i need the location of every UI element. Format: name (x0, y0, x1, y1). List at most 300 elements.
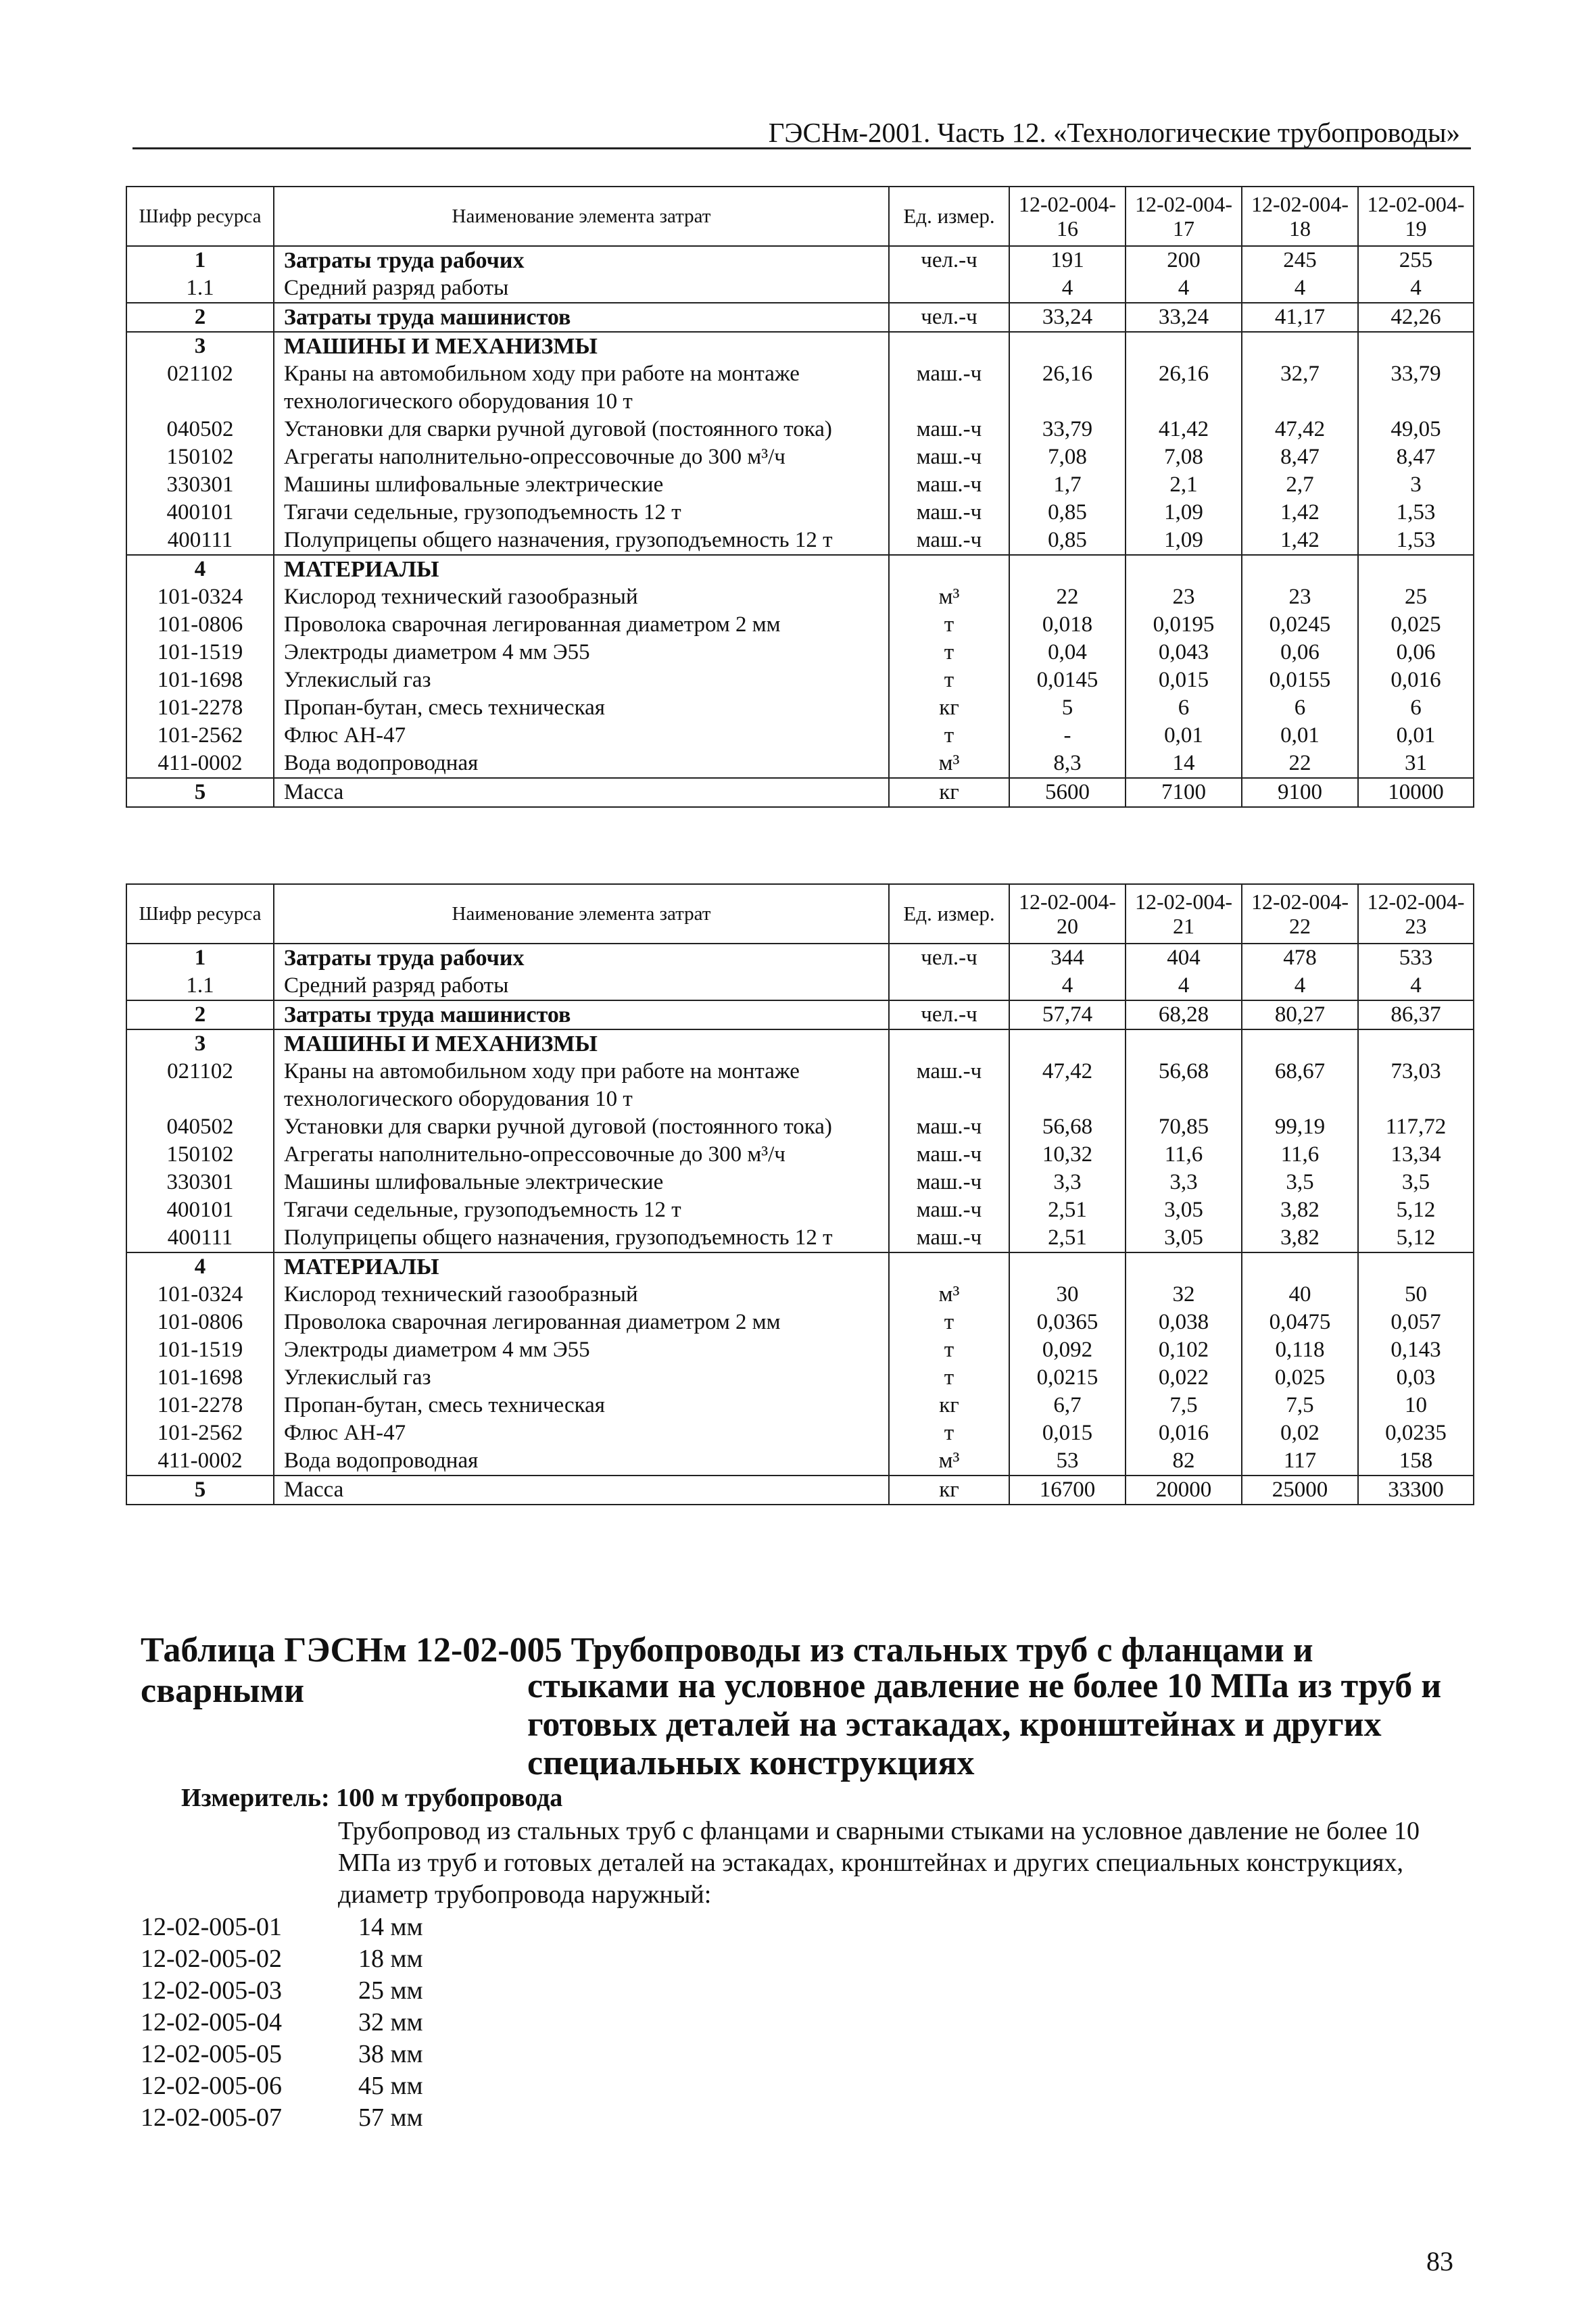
value-cell: 16700 (1009, 1476, 1126, 1505)
cost-element-cell: Затраты труда рабочих (274, 246, 889, 274)
value-cell: 22 (1009, 583, 1126, 611)
value-cell: 6 (1358, 694, 1474, 722)
value-cell: 200 (1126, 246, 1242, 274)
value-cell (1358, 555, 1474, 583)
value-cell: 32,7 (1242, 360, 1358, 416)
value-cell: 0,85 (1009, 527, 1126, 555)
value-cell: 1,53 (1358, 499, 1474, 527)
table-row (126, 1141, 1474, 1169)
header-norm-code: 12-02-004-23 (1358, 884, 1474, 944)
header-norm-code: 12-02-004-17 (1126, 187, 1242, 246)
value-cell: 0,06 (1242, 639, 1358, 666)
value-cell: 30 (1009, 1281, 1126, 1309)
value-cell: 117 (1242, 1447, 1358, 1476)
measure-unit: Измеритель: 100 м трубопровода (181, 1784, 563, 1812)
value-cell: 23 (1126, 583, 1242, 611)
resource-code-cell: 4 (126, 1252, 274, 1281)
norm-item (141, 2007, 423, 2039)
section-title-line1: Таблица ГЭСНм 12-02-005 Трубопроводы из стальных труб с фланцами и сварными (141, 1631, 1313, 1710)
cost-element-cell: Проволока сварочная легированная диаметром 2 мм (274, 611, 889, 639)
value-cell: 68,67 (1242, 1058, 1358, 1113)
value-cell: 4 (1126, 274, 1242, 303)
cost-element-cell: МАШИНЫ И МЕХАНИЗМЫ (274, 1029, 889, 1058)
value-cell: 7,08 (1009, 443, 1126, 471)
value-cell: 57,74 (1009, 1000, 1126, 1029)
norm-item-diameter: 14 мм (358, 1913, 423, 1941)
value-cell: 0,016 (1126, 1419, 1242, 1447)
table-row (126, 1364, 1474, 1392)
table-row (126, 750, 1474, 778)
value-cell: 3 (1358, 471, 1474, 499)
norm-item-diameter: 32 мм (358, 2008, 423, 2037)
resource-code-cell: 1.1 (126, 972, 274, 1000)
norm-item-code: 12-02-005-07 (141, 2103, 282, 2132)
value-cell: 0,022 (1126, 1364, 1242, 1392)
value-cell: 80,27 (1242, 1000, 1358, 1029)
cost-element-cell: Масса (274, 778, 889, 807)
value-cell: 9100 (1242, 778, 1358, 807)
unit-cell: м³ (889, 583, 1009, 611)
table-row (126, 611, 1474, 639)
unit-cell: чел.-ч (889, 1000, 1009, 1029)
value-cell: 42,26 (1358, 303, 1474, 332)
resource-code-cell: 040502 (126, 416, 274, 443)
header-norm-code: 12-02-004-18 (1242, 187, 1358, 246)
value-cell: 0,018 (1009, 611, 1126, 639)
table-row (126, 1392, 1474, 1419)
resource-code-cell: 330301 (126, 471, 274, 499)
value-cell: 41,42 (1126, 416, 1242, 443)
value-cell: 2,51 (1009, 1196, 1126, 1224)
resource-code-cell: 2 (126, 303, 274, 332)
section-description: Трубопровод из стальных труб с фланцами и сварными стыками на условное давление не более 10 МПа из труб и готовых деталей на эстакадах, кронштейнах и других специальных конструкциях, диаметр трубопровода наружный: (338, 1817, 1420, 1909)
resource-table (126, 186, 1474, 808)
table-row (126, 1281, 1474, 1309)
table-row (126, 1169, 1474, 1196)
value-cell (1126, 1252, 1242, 1281)
resource-code-cell: 150102 (126, 1141, 274, 1169)
unit-cell: маш.-ч (889, 1141, 1009, 1169)
value-cell: 23 (1242, 583, 1358, 611)
value-cell: 0,02 (1242, 1419, 1358, 1447)
value-cell: 0,057 (1358, 1309, 1474, 1336)
unit-cell (889, 332, 1009, 360)
value-cell: 0,0145 (1009, 666, 1126, 694)
norm-item-diameter: 57 мм (358, 2103, 423, 2132)
unit-cell: т (889, 1419, 1009, 1447)
value-cell: 47,42 (1242, 416, 1358, 443)
value-cell: 0,0235 (1358, 1419, 1474, 1447)
value-cell: 1,7 (1009, 471, 1126, 499)
cost-element-cell: МАТЕРИАЛЫ (274, 555, 889, 583)
header-norm-code: 12-02-004-21 (1126, 884, 1242, 944)
value-cell: 50 (1358, 1281, 1474, 1309)
value-cell: 99,19 (1242, 1113, 1358, 1141)
resource-code-cell: 040502 (126, 1113, 274, 1141)
cost-element-cell: Кислород технический газообразный (274, 1281, 889, 1309)
table-row (126, 583, 1474, 611)
cost-element-cell: Электроды диаметром 4 мм Э55 (274, 1336, 889, 1364)
value-cell: 33,24 (1126, 303, 1242, 332)
unit-cell: т (889, 1309, 1009, 1336)
cost-element-cell: Средний разряд работы (274, 274, 889, 303)
value-cell (1126, 332, 1242, 360)
value-cell: 31 (1358, 750, 1474, 778)
unit-cell (889, 274, 1009, 303)
value-cell: 255 (1358, 246, 1474, 274)
table-row (126, 274, 1474, 303)
value-cell (1009, 332, 1126, 360)
resource-code-cell: 400101 (126, 499, 274, 527)
resource-code-cell: 021102 (126, 360, 274, 416)
norm-item-code: 12-02-005-02 (141, 1945, 282, 1973)
value-cell: 0,025 (1358, 611, 1474, 639)
value-cell: - (1009, 722, 1126, 750)
value-cell: 25 (1358, 583, 1474, 611)
resource-code-cell: 101-2278 (126, 1392, 274, 1419)
value-cell: 3,82 (1242, 1224, 1358, 1252)
value-cell: 533 (1358, 944, 1474, 972)
cost-element-cell: Установки для сварки ручной дуговой (постоянного тока) (274, 416, 889, 443)
value-cell (1242, 555, 1358, 583)
value-cell: 0,092 (1009, 1336, 1126, 1364)
value-cell: 73,03 (1358, 1058, 1474, 1113)
resource-code-cell: 101-1698 (126, 1364, 274, 1392)
table-row (126, 1000, 1474, 1029)
norm-item-code: 12-02-005-06 (141, 2072, 282, 2100)
norm-item (141, 1943, 423, 1975)
cost-element-cell: Затраты труда рабочих (274, 944, 889, 972)
table-row (126, 1447, 1474, 1476)
value-cell: 11,6 (1242, 1141, 1358, 1169)
value-cell: 0,043 (1126, 639, 1242, 666)
header-norm-code: 12-02-004-20 (1009, 884, 1126, 944)
value-cell (1358, 332, 1474, 360)
value-cell: 5600 (1009, 778, 1126, 807)
value-cell: 82 (1126, 1447, 1242, 1476)
value-cell: 1,09 (1126, 499, 1242, 527)
resource-table (126, 883, 1474, 1505)
unit-cell: маш.-ч (889, 443, 1009, 471)
norm-item-diameter: 25 мм (358, 1976, 423, 2005)
resource-code-cell: 400111 (126, 1224, 274, 1252)
resource-code-cell: 101-1698 (126, 666, 274, 694)
resource-code-cell: 411-0002 (126, 750, 274, 778)
unit-cell: чел.-ч (889, 944, 1009, 972)
unit-cell: м³ (889, 1281, 1009, 1309)
norm-item-code: 12-02-005-04 (141, 2008, 282, 2037)
header-norm-code: 12-02-004-16 (1009, 187, 1126, 246)
value-cell: 4 (1009, 274, 1126, 303)
value-cell: 1,09 (1126, 527, 1242, 555)
header-norm-code: 12-02-004-19 (1358, 187, 1474, 246)
value-cell: 6 (1242, 694, 1358, 722)
value-cell: 68,28 (1126, 1000, 1242, 1029)
resource-code-cell: 150102 (126, 443, 274, 471)
value-cell (1242, 1252, 1358, 1281)
value-cell: 40 (1242, 1281, 1358, 1309)
value-cell: 5,12 (1358, 1224, 1474, 1252)
unit-cell: т (889, 1336, 1009, 1364)
value-cell: 0,015 (1126, 666, 1242, 694)
value-cell: 14 (1126, 750, 1242, 778)
cost-element-cell: Масса (274, 1476, 889, 1505)
resource-code-cell: 400101 (126, 1196, 274, 1224)
table-row (126, 499, 1474, 527)
value-cell: 3,82 (1242, 1196, 1358, 1224)
cost-element-cell: Тягачи седельные, грузоподъемность 12 т (274, 1196, 889, 1224)
resource-code-cell: 5 (126, 1476, 274, 1505)
unit-cell: маш.-ч (889, 1224, 1009, 1252)
norm-item (141, 1975, 423, 2007)
unit-cell: м³ (889, 1447, 1009, 1476)
table-row (126, 246, 1474, 274)
value-cell: 56,68 (1009, 1113, 1126, 1141)
resource-code-cell: 1 (126, 246, 274, 274)
value-cell: 2,7 (1242, 471, 1358, 499)
cost-element-cell: Электроды диаметром 4 мм Э55 (274, 639, 889, 666)
value-cell (1358, 1029, 1474, 1058)
value-cell: 3,3 (1126, 1169, 1242, 1196)
norm-item-diameter: 18 мм (358, 1945, 423, 1973)
value-cell: 49,05 (1358, 416, 1474, 443)
value-cell: 0,03 (1358, 1364, 1474, 1392)
resource-code-cell: 101-0324 (126, 583, 274, 611)
value-cell: 0,0365 (1009, 1309, 1126, 1336)
unit-cell: чел.-ч (889, 246, 1009, 274)
value-cell: 6 (1126, 694, 1242, 722)
running-header: ГЭСНм-2001. Часть 12. «Технологические трубопроводы» (768, 117, 1460, 148)
value-cell: 26,16 (1009, 360, 1126, 416)
value-cell: 344 (1009, 944, 1126, 972)
cost-element-cell: Затраты труда машинистов (274, 1000, 889, 1029)
table-row (126, 1029, 1474, 1058)
value-cell: 1,42 (1242, 499, 1358, 527)
value-cell: 4 (1242, 274, 1358, 303)
cost-element-cell: Кислород технический газообразный (274, 583, 889, 611)
value-cell: 6,7 (1009, 1392, 1126, 1419)
value-cell: 0,04 (1009, 639, 1126, 666)
resource-code-cell: 101-1519 (126, 1336, 274, 1364)
norm-item-code: 12-02-005-01 (141, 1913, 282, 1941)
table-body (126, 246, 1474, 807)
unit-cell: т (889, 666, 1009, 694)
unit-cell (889, 972, 1009, 1000)
table-row (126, 443, 1474, 471)
value-cell: 7,5 (1126, 1392, 1242, 1419)
value-cell: 0,01 (1126, 722, 1242, 750)
unit-cell: чел.-ч (889, 303, 1009, 332)
norm-item (141, 1911, 423, 1943)
unit-cell: маш.-ч (889, 499, 1009, 527)
table-body (126, 944, 1474, 1505)
cost-element-cell: Вода водопроводная (274, 750, 889, 778)
table-row (126, 666, 1474, 694)
unit-cell: кг (889, 1476, 1009, 1505)
header-norm-code: 12-02-004-22 (1242, 884, 1358, 944)
table-row (126, 722, 1474, 750)
cost-element-cell: Тягачи седельные, грузоподъемность 12 т (274, 499, 889, 527)
value-cell: 70,85 (1126, 1113, 1242, 1141)
resource-code-cell: 4 (126, 555, 274, 583)
norm-item-code: 12-02-005-05 (141, 2040, 282, 2068)
resource-code-cell: 5 (126, 778, 274, 807)
unit-cell: т (889, 722, 1009, 750)
value-cell: 191 (1009, 246, 1126, 274)
unit-cell: маш.-ч (889, 360, 1009, 416)
header-rule (132, 147, 1471, 149)
cost-element-cell: Полуприцепы общего назначения, грузоподъемность 12 т (274, 1224, 889, 1252)
unit-cell: маш.-ч (889, 1113, 1009, 1141)
resource-code-cell: 1.1 (126, 274, 274, 303)
table-row (126, 639, 1474, 666)
value-cell: 33,79 (1009, 416, 1126, 443)
value-cell: 2,51 (1009, 1224, 1126, 1252)
cost-element-cell: Флюс АН-47 (274, 722, 889, 750)
table-row (126, 303, 1474, 332)
table-row (126, 360, 1474, 416)
cost-element-cell: Флюс АН-47 (274, 1419, 889, 1447)
value-cell: 4 (1242, 972, 1358, 1000)
table-row (126, 1113, 1474, 1141)
unit-cell (889, 1029, 1009, 1058)
value-cell: 245 (1242, 246, 1358, 274)
value-cell: 4 (1358, 274, 1474, 303)
value-cell: 5 (1009, 694, 1126, 722)
value-cell: 33300 (1358, 1476, 1474, 1505)
table-row (126, 1419, 1474, 1447)
table-row (126, 944, 1474, 972)
table-row (126, 1196, 1474, 1224)
unit-cell: маш.-ч (889, 1169, 1009, 1196)
page-number: 83 (1426, 2246, 1453, 2276)
value-cell: 33,79 (1358, 360, 1474, 416)
resource-code-cell: 101-0806 (126, 1309, 274, 1336)
value-cell: 0,015 (1009, 1419, 1126, 1447)
section-title-continuation: стыками на условное давление не более 10 МПа из труб и готовых деталей на эстакадах, кронштейнах и других специальных конструкциях (527, 1667, 1442, 1782)
value-cell: 0,85 (1009, 499, 1126, 527)
table-row (126, 694, 1474, 722)
value-cell: 0,0245 (1242, 611, 1358, 639)
value-cell: 158 (1358, 1447, 1474, 1476)
value-cell: 0,118 (1242, 1336, 1358, 1364)
value-cell: 1,53 (1358, 527, 1474, 555)
unit-cell: кг (889, 778, 1009, 807)
unit-cell: маш.-ч (889, 416, 1009, 443)
unit-cell: маш.-ч (889, 1058, 1009, 1113)
unit-cell: т (889, 639, 1009, 666)
value-cell: 0,0155 (1242, 666, 1358, 694)
cost-element-cell: Установки для сварки ручной дуговой (постоянного тока) (274, 1113, 889, 1141)
unit-cell: т (889, 1364, 1009, 1392)
cost-element-cell: МАТЕРИАЛЫ (274, 1252, 889, 1281)
value-cell: 117,72 (1358, 1113, 1474, 1141)
unit-cell: кг (889, 694, 1009, 722)
table-row (126, 555, 1474, 583)
header-resource-code: Шифр ресурса (126, 884, 274, 944)
value-cell (1242, 332, 1358, 360)
unit-cell: т (889, 611, 1009, 639)
resource-code-cell: 101-2562 (126, 1419, 274, 1447)
value-cell: 1,42 (1242, 527, 1358, 555)
norm-item (141, 2039, 423, 2070)
value-cell: 22 (1242, 750, 1358, 778)
value-cell: 0,01 (1242, 722, 1358, 750)
value-cell: 10,32 (1009, 1141, 1126, 1169)
value-cell: 11,6 (1126, 1141, 1242, 1169)
value-cell: 5,12 (1358, 1196, 1474, 1224)
value-cell: 3,05 (1126, 1196, 1242, 1224)
table-row (126, 778, 1474, 807)
resource-code-cell: 101-2278 (126, 694, 274, 722)
norm-item (141, 2102, 423, 2134)
table-row (126, 416, 1474, 443)
table-row (126, 1224, 1474, 1252)
value-cell: 10000 (1358, 778, 1474, 807)
value-cell: 0,0195 (1126, 611, 1242, 639)
value-cell: 7,5 (1242, 1392, 1358, 1419)
norm-item-diameter: 38 мм (358, 2040, 423, 2068)
norm-item-code: 12-02-005-03 (141, 1976, 282, 2005)
value-cell: 0,06 (1358, 639, 1474, 666)
value-cell: 32 (1126, 1281, 1242, 1309)
value-cell: 26,16 (1126, 360, 1242, 416)
cost-element-cell: Агрегаты наполнительно-опрессовочные до 300 м³/ч (274, 1141, 889, 1169)
table-row (126, 972, 1474, 1000)
value-cell: 8,47 (1358, 443, 1474, 471)
value-cell: 3,3 (1009, 1169, 1126, 1196)
value-cell (1242, 1029, 1358, 1058)
resource-code-cell: 411-0002 (126, 1447, 274, 1476)
value-cell (1009, 555, 1126, 583)
value-cell: 404 (1126, 944, 1242, 972)
resource-code-cell: 021102 (126, 1058, 274, 1113)
unit-cell: маш.-ч (889, 471, 1009, 499)
value-cell (1126, 1029, 1242, 1058)
value-cell: 56,68 (1126, 1058, 1242, 1113)
value-cell: 8,47 (1242, 443, 1358, 471)
value-cell: 7,08 (1126, 443, 1242, 471)
value-cell (1358, 1252, 1474, 1281)
cost-element-cell: Затраты труда машинистов (274, 303, 889, 332)
cost-element-cell: Проволока сварочная легированная диаметром 2 мм (274, 1309, 889, 1336)
table-header-row (126, 187, 1474, 246)
value-cell: 8,3 (1009, 750, 1126, 778)
header-resource-code: Шифр ресурса (126, 187, 274, 246)
unit-cell: м³ (889, 750, 1009, 778)
value-cell: 13,34 (1358, 1141, 1474, 1169)
cost-element-cell: Краны на автомобильном ходу при работе на монтаже технологического оборудования 10 т (274, 1058, 889, 1113)
resource-code-cell: 3 (126, 332, 274, 360)
value-cell: 0,016 (1358, 666, 1474, 694)
value-cell: 0,102 (1126, 1336, 1242, 1364)
unit-cell (889, 555, 1009, 583)
table-row (126, 1476, 1474, 1505)
cost-element-cell: Углекислый газ (274, 666, 889, 694)
value-cell (1009, 1029, 1126, 1058)
resource-code-cell: 101-2562 (126, 722, 274, 750)
cost-element-cell: Краны на автомобильном ходу при работе на монтаже технологического оборудования 10 т (274, 360, 889, 416)
resource-code-cell: 1 (126, 944, 274, 972)
table-row (126, 1336, 1474, 1364)
value-cell (1126, 555, 1242, 583)
table-row (126, 1309, 1474, 1336)
cost-element-cell: Вода водопроводная (274, 1447, 889, 1476)
value-cell: 3,05 (1126, 1224, 1242, 1252)
cost-element-cell: Машины шлифовальные электрические (274, 1169, 889, 1196)
resource-code-cell: 101-0324 (126, 1281, 274, 1309)
value-cell: 0,143 (1358, 1336, 1474, 1364)
